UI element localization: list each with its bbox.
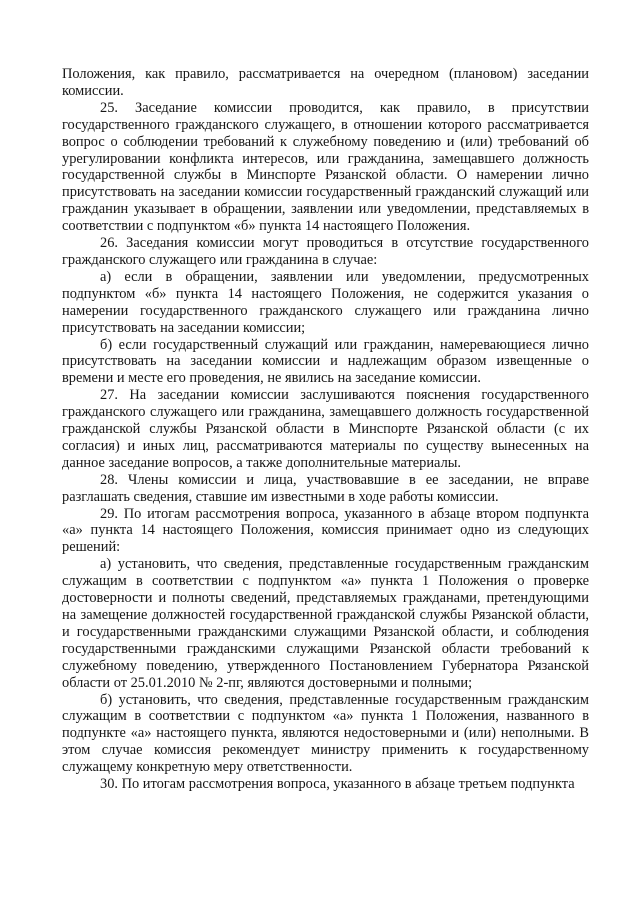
paragraph-26-a: а) если в обращении, заявлении или уведомлении, предусмотренных подпунктом «б» пункта 14 настоящего Положения, не содержится указания о намерении государственного гражданского служащего или гражданина лично присутствовать на заседании комиссии;	[62, 268, 589, 336]
document-page	[62, 66, 589, 793]
paragraph-continuation: Положения, как правило, рассматривается на очередном (плановом) заседании комиссии.	[62, 66, 589, 99]
paragraph-26: 26. Заседания комиссии могут проводиться в отсутствие государственного гражданского служащего или гражданина в случае:	[62, 235, 589, 268]
paragraph-29: 29. По итогам рассмотрения вопроса, указанного в абзаце втором подпункта «а» пункта 14 настоящего Положения, комиссия принимает одно из следующих решений:	[62, 505, 589, 556]
paragraph-27: 27. На заседании комиссии заслушиваются пояснения государственного гражданского служащего или гражданина, замещавшего должность государственной гражданской службы Рязанской области в Минспорте Рязанской области (с их согласия) и иных лиц, рассматриваются материалы по существу вынесенных на данное заседание вопросов, а также дополнительные материалы.	[62, 387, 589, 471]
paragraph-26-b: б) если государственный служащий или гражданин, намеревающиеся лично присутствовать на заседании комиссии и надлежащим образом извещенные о времени и месте его проведения, не явились на заседание комиссии.	[62, 336, 589, 387]
paragraph-29-a: а) установить, что сведения, представленные государственным гражданским служащим в соответствии с подпунктом «а» пункта 1 Положения о проверке достоверности и полноты сведений, представляемых гражданами, претендующими на замещение должностей государственной гражданской службы Рязанской области, и государственными гражданскими служащими Рязанской области, и соблюдения государственными гражданскими служащими Рязанской области требований к служебному поведению, утвержденного Постановлением Губернатора Рязанской области от 25.01.2010 № 2-пг, являются достоверными и полными;	[62, 556, 589, 691]
paragraph-29-b: б) установить, что сведения, представленные государственным гражданским служащим в соответствии с подпунктом «а» пункта 1 Положения, названного в подпункте «а» настоящего пункта, являются недостоверными и (или) неполными. В этом случае комиссия рекомендует министру применить к государственному служащему конкретную меру ответственности.	[62, 691, 589, 776]
paragraph-25: 25. Заседание комиссии проводится, как правило, в присутствии государственного гражданского служащего, в отношении которого рассматривается вопрос о соблюдении требований к служебному поведению и (или) требований об урегулировании конфликта интересов, или гражданина, замещавшего должность государственной службы в Минспорте Рязанской области. О намерении лично присутствовать на заседании комиссии государственный гражданский служащий или гражданин указывает в обращении, заявлении или уведомлении, представляемых в соответствии с подпунктом «б» пункта 14 настоящего Положения.	[62, 99, 589, 235]
paragraph-30: 30. По итогам рассмотрения вопроса, указанного в абзаце третьем подпункта	[100, 776, 575, 793]
paragraph-28: 28. Члены комиссии и лица, участвовавшие в ее заседании, не вправе разглашать сведения, ставшие им известными в ходе работы комиссии.	[62, 471, 589, 505]
